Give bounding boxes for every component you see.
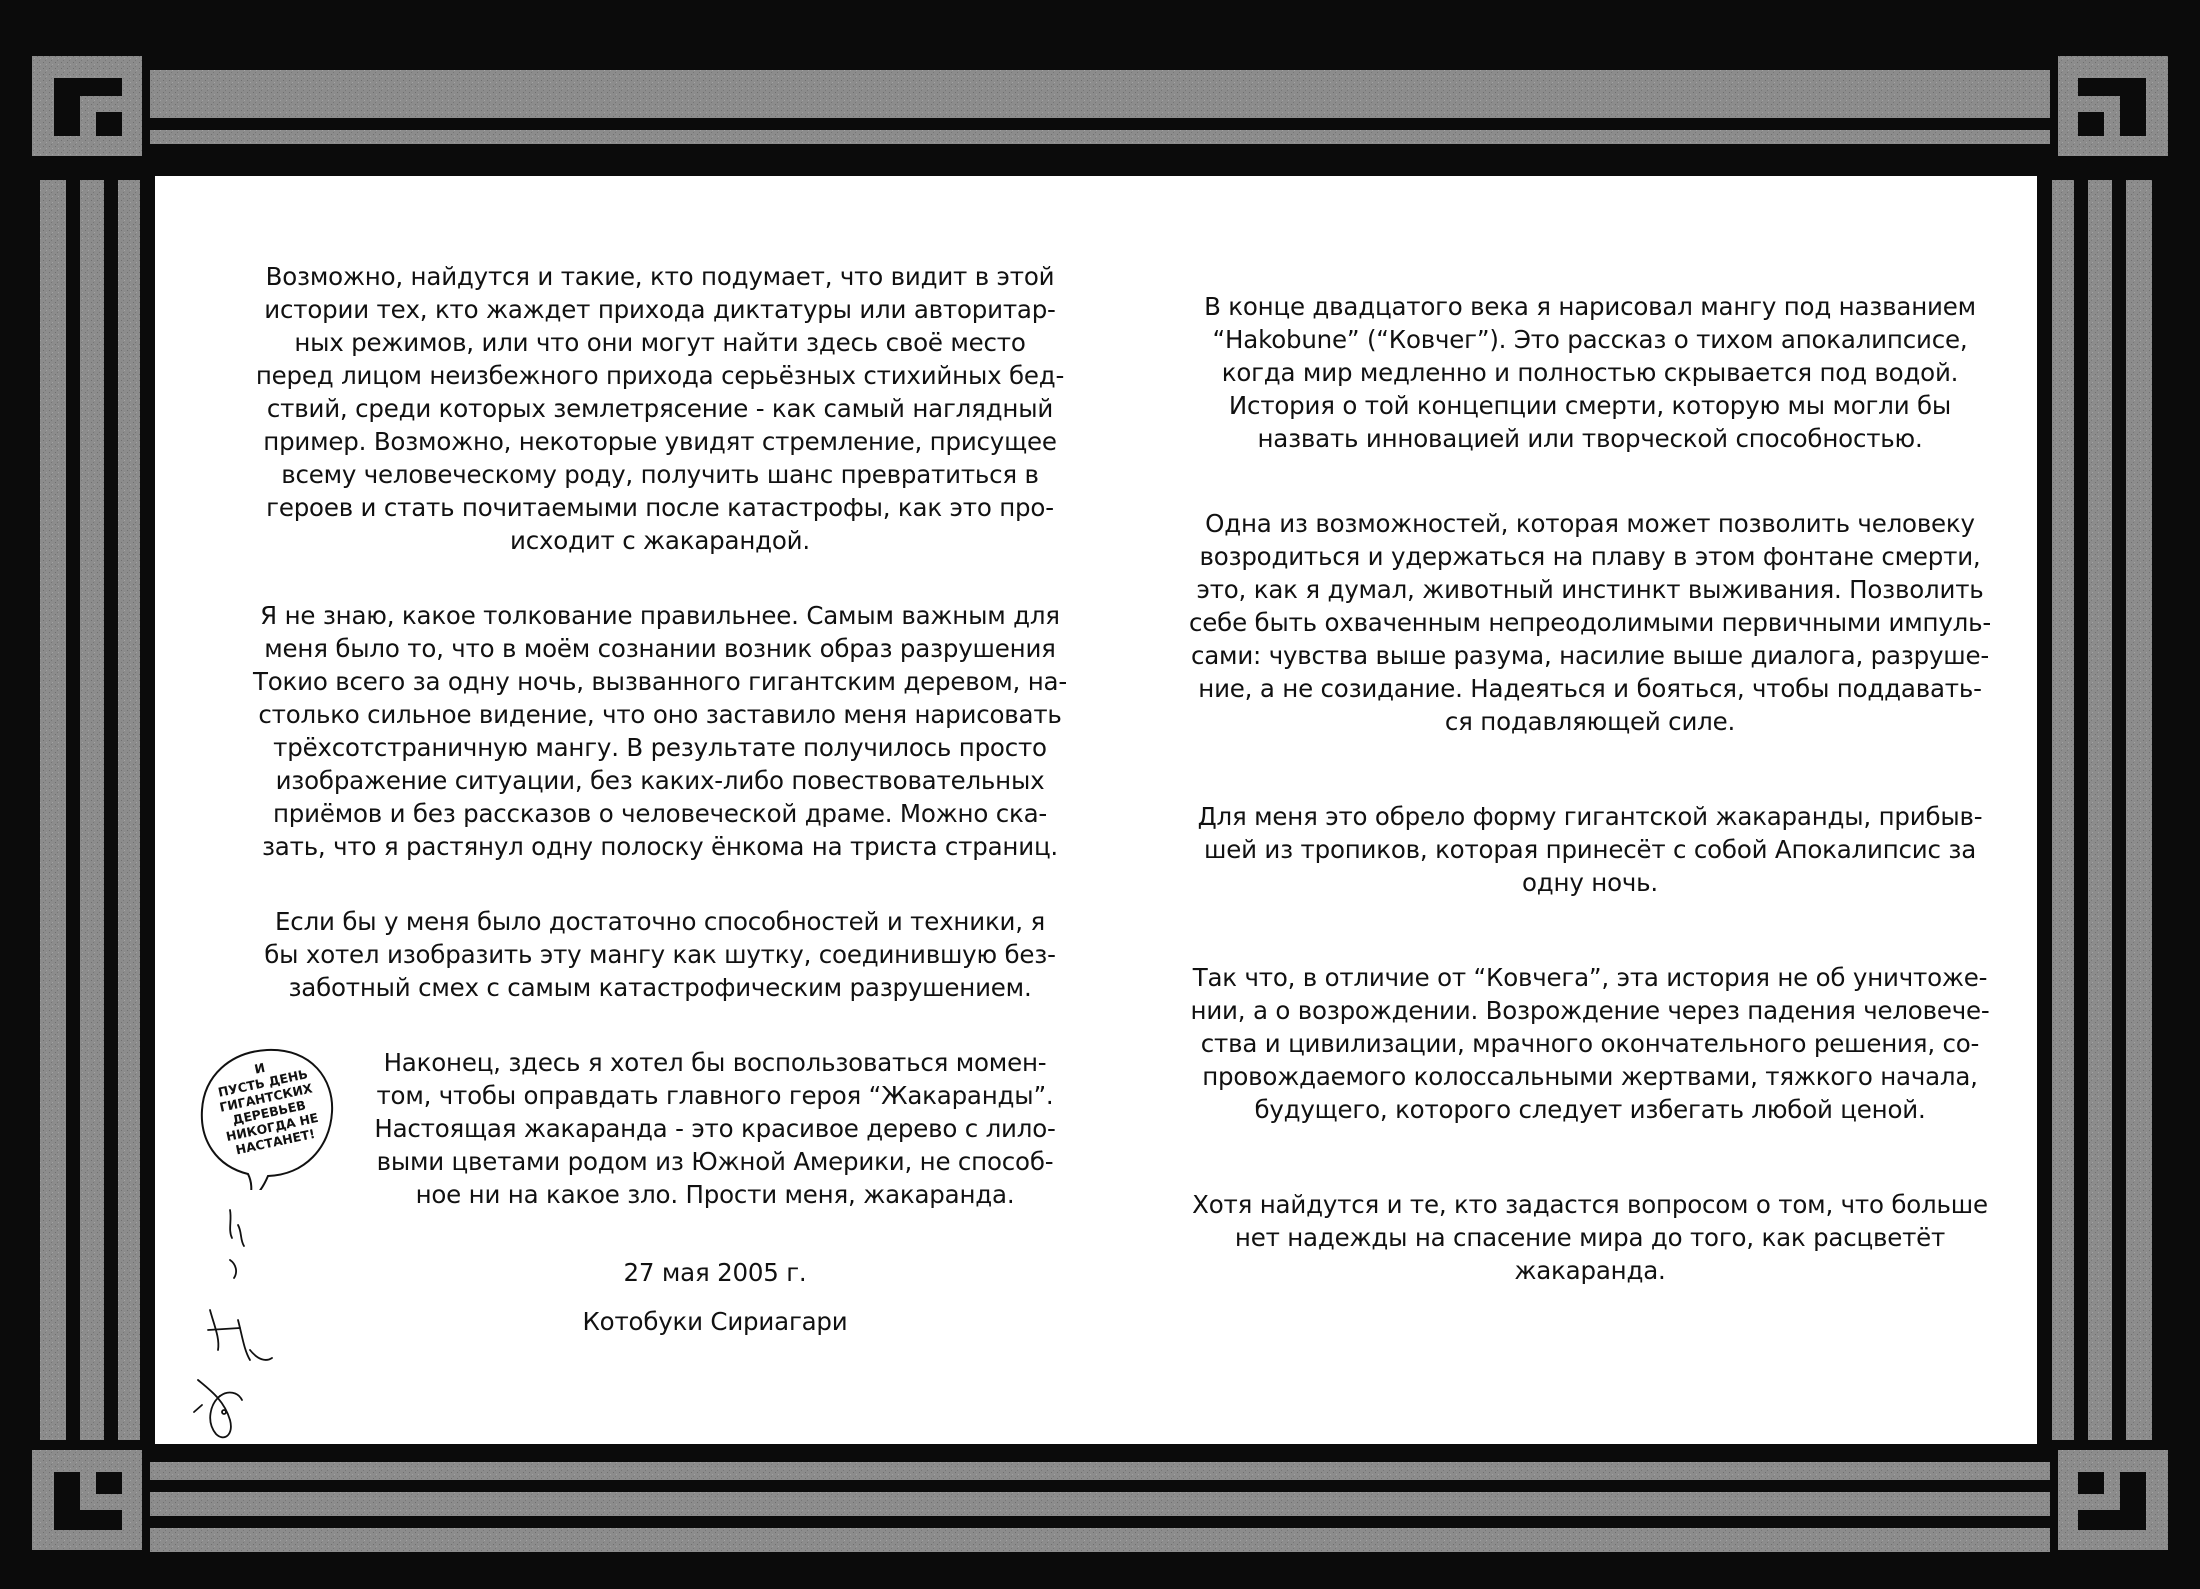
right-paragraph-3: Для меня это обрело форму гигантской жакаранды, прибыв- шей из тропиков, которая принесёт с собой Апокалипсис за одну ночь. [1197,802,1983,897]
left-paragraph-2: Я не знаю, какое толкование правильнее. Самым важным для меня было то, что в моём сознании возник образ разрушения Токио всего за одну ночь, вызванного гигантским деревом, на- столько сильное видение, что оно заставило меня нарисовать трёхсотстраничную мангу. В результате получилось просто изображение ситуации, без каких-либо повествовательных приёмов и без рассказов о человеческой драме. Можно ска- зать, что я растянул одну полоску ёнкома на триста страниц. [252,601,1067,861]
left-paragraph-3: Если бы у меня было достаточно способностей и техники, я бы хотел изобразить эту мангу как шутку, соединившую без- заботный смех с самым катастрофическим разрушением. [264,907,1056,1002]
right-paragraph-2: Одна из возможностей, которая может позволить человеку возродиться и удержаться на плаву в этом фонтане смерти, это, как я думал, животный инстинкт выживания. Позволить себе быть охваченным непреодолимыми первичными импуль- сами: чувства выше разума, насилие выше диалога, разруше- ние, а не созидание. Надеяться и бояться, чтобы поддавать- ся подавляющей силе. [1189,509,1991,736]
right-text-column [1170,290,2010,1287]
right-paragraph-4: Так что, в отличие от “Ковчега”, эта история не об уничтоже- нии, а о возрождении. Возрождение через падения человече- ства и цивилизации, мрачного окончательного решения, со- провождаемого колоссальными жертвами, тяжкого начала, будущего, которого следует избегать любой ценой. [1190,963,1990,1124]
right-paragraph-5: Хотя найдутся и те, кто задастся вопросом о том, что больше нет надежды на спасение мира до того, как расцветёт жакаранда. [1192,1190,1988,1285]
bubble-text: И ПУСТЬ ДЕНЬ ГИГАНТСКИХ ДЕРЕВЬЕВ НИКОГДА НЕ НАСТАНЕТ! [216,1059,320,1158]
author-signature: Котобуки Сириагари [582,1307,848,1336]
doodle-figure-drawing [180,1190,290,1450]
right-paragraph-1: В конце двадцатого века я нарисовал мангу под названием “Hakobune” (“Ковчег”). Это рассказ о тихом апокалипсисе, когда мир медленно и полностью скрывается под водой. История о той концепции смерти, которую мы могли бы назвать инновацией или творческой способностью. [1204,292,1976,453]
afterword-date: 27 мая 2005 г. [623,1258,807,1287]
left-text-column [240,260,1080,1338]
left-paragraph-4: Наконец, здесь я хотел бы воспользоваться момен- том, чтобы оправдать главного героя “Жакаранды”. Настоящая жакаранда - это красивое дерево с лило- выми цветами родом из Южной Америки, не способ- ное ни на какое зло. Прости меня, жакаранда. [374,1048,1056,1209]
left-paragraph-1: Возможно, найдутся и такие, кто подумает, что видит в этой истории тех, кто жаждет прихода диктатуры или авторитар- ных режимов, или что они могут найти здесь своё место перед лицом неизбежного прихода серьёзных стихийных бед- ствий, среди которых землетрясение - как самый наглядный пример. Возможно, некоторые увидят стремление, присущее всему человеческому роду, получить шанс превратиться в героев и стать почитаемыми после катастрофы, как это про- исходит с жакарандой. [255,262,1065,555]
